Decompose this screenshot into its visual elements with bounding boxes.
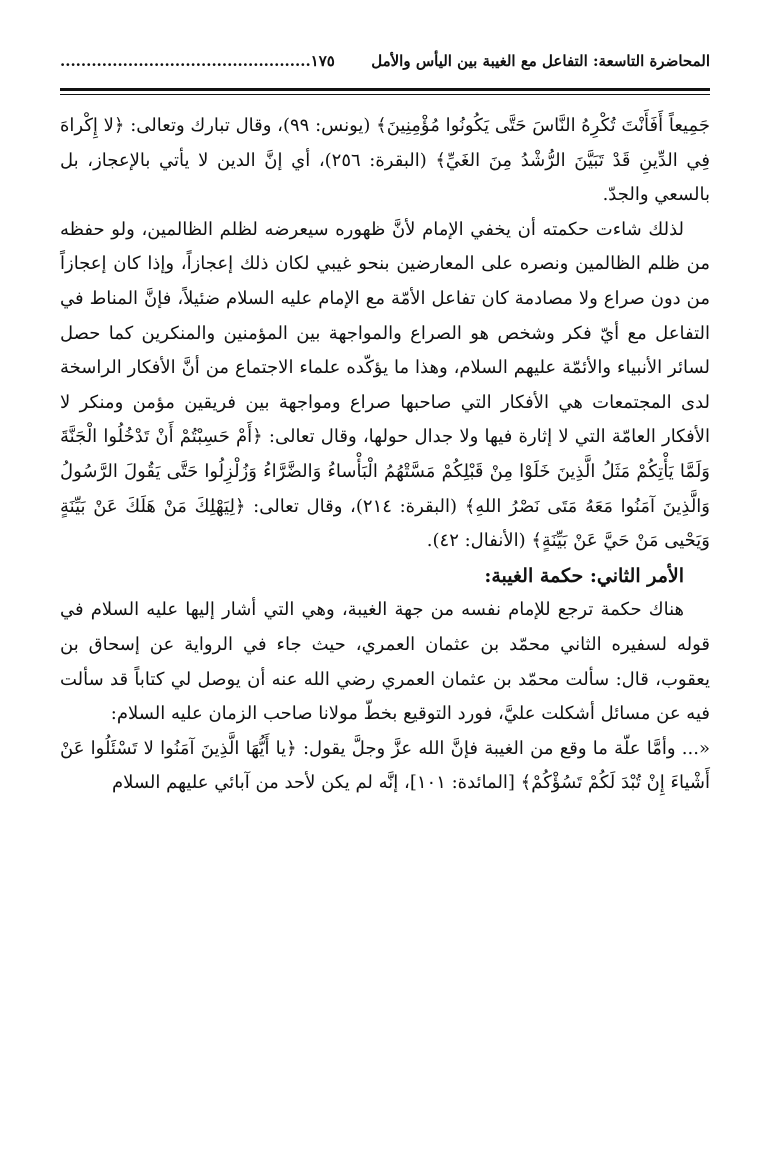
paragraph-2: لذلك شاءت حكمته أن يخفي الإمام لأنَّ ظهوره سيعرضه لظلم الظالمين، ولو حفظه من ظلم الظالمين ونصره على المعارضين بنحو غيبي لكان ذلك إعجازاً، وإذا كان إعجازاً من دون صراع ولا مصادمة كان تفاعل الأمّة مع الإمام عليه السلام ضئيلاً، فإنَّ المناط في التفاعل مع أيّ فكر وشخص هو الصراع والمواجهة بين المؤمنين والمنكرين كما حصل لسائر الأنبياء والأئمّة عليهم السلام، وهذا ما يؤكّده علماء الاجتماع من أنَّ الأفكار الراسخة لدى المجتمعات هي الأفكار التي صاحبها صراع ومواجهة بين فريقين مؤمن ومنكر لا الأفكار العامّة التي لا إثارة فيها ولا جدال حولها، وقال تعالى: ﴿أَمْ حَسِبْتُمْ أَنْ تَدْخُلُوا الْجَنَّةَ وَلَمَّا يَأْتِكُمْ مَثَلُ الَّذِينَ خَلَوْا مِنْ قَبْلِكُمْ مَسَّتْهُمُ الْبَأْساءُ وَالضَّرَّاءُ وَزُلْزِلُوا حَتَّى يَقُولَ الرَّسُولُ وَالَّذِينَ آمَنُوا مَعَهُ مَتَى نَصْرُ اللهِ﴾ (البقرة: ٢١٤)، وقال تعالى: ﴿لِيَهْلِكَ مَنْ هَلَكَ عَنْ بَيِّنَةٍ وَيَحْيى مَنْ حَيَّ عَنْ بَيِّنَةٍ﴾ (الأنفال: ٤٢). — [60, 218, 711, 552]
paragraph-1: جَمِيعاً أَفَأَنْتَ تُكْرِهُ النَّاسَ حَتَّى يَكُونُوا مُؤْمِنِينَ﴾ (يونس: ٩٩)، وقال تبارك وتعالى: ﴿لا إِكْراهَ فِي الدِّينِ قَدْ تَبَيَّنَ الرُّشْدُ مِنَ الغَيِّ﴾ (البقرة: ٢٥٦)، أي إنَّ الدين لا يأتي بالإعجاز، بل بالسعي والجدّ. — [60, 115, 710, 206]
header-rule-thin — [60, 94, 710, 95]
running-header — [60, 48, 710, 74]
section-heading: الأمر الثاني: حكمة الغيبة: — [484, 564, 684, 587]
document-page — [60, 48, 710, 801]
chapter-title: المحاضرة التاسعة: التفاعل مع الغيبة بين اليأس والأمل — [371, 52, 710, 70]
header-dot-leader: ................................................ — [60, 52, 311, 70]
paragraph-4-quote: «... وأمَّا علّة ما وقع من الغيبة فإنَّ الله عزَّ وجلَّ يقول: ﴿يا أَيُّهَا الَّذِينَ آمَنُوا لا تَسْئَلُوا عَنْ أَشْياءَ إِنْ تُبْدَ لَكُمْ تَسُؤْكُمْ﴾ [المائدة: ١٠١]، إنَّه لم يكن لأحد من آبائي عليهم السلام — [60, 737, 710, 794]
paragraph-3: هناك حكمة ترجع للإمام نفسه من جهة الغيبة، وهي التي أشار إليها عليه السلام في قوله لسفيره الثاني محمّد بن عثمان العمري، حيث جاء في الرواية عن إسحاق بن يعقوب، قال: سألت محمّد بن عثمان العمري رضي الله عنه أن يوصل لي كتاباً قد سألت فيه عن مسائل أشكلت عليَّ، فورد التوقيع بخطّ مولانا صاحب الزمان عليه السلام: — [60, 599, 710, 725]
header-rule-thick — [60, 88, 710, 91]
page-number-line — [60, 48, 335, 74]
page-number: ١٧٥ — [310, 52, 335, 70]
body-text — [60, 109, 710, 801]
